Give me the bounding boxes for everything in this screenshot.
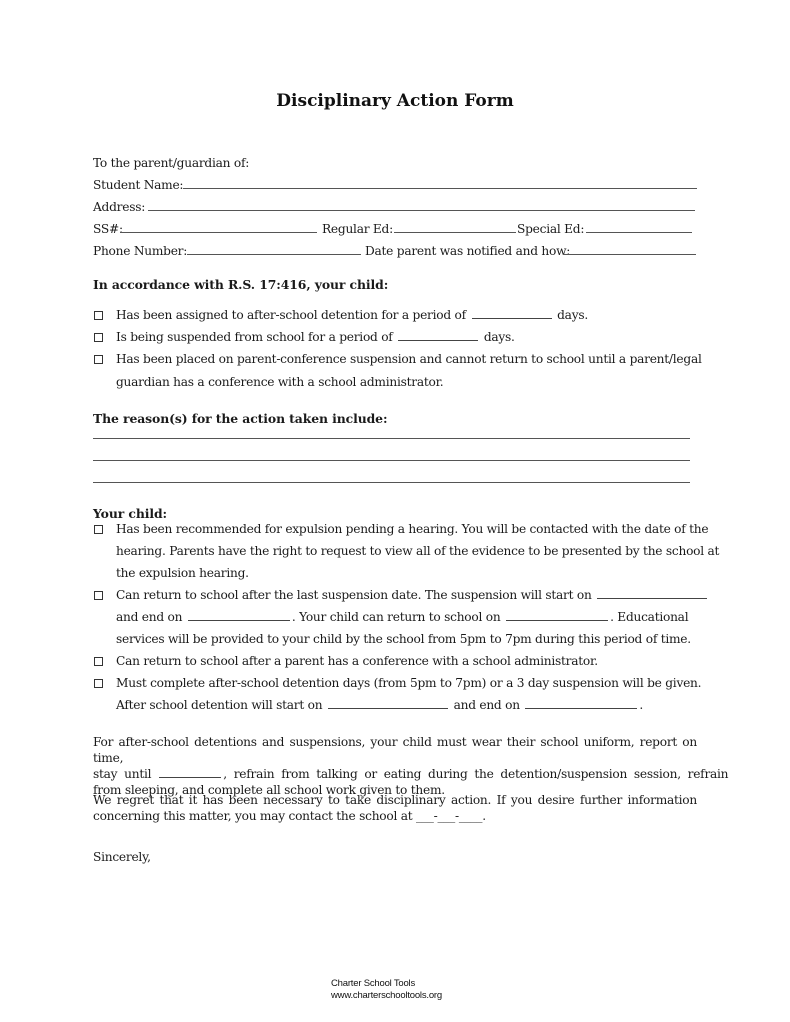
special-ed-field[interactable] [588, 218, 690, 232]
detention-end-label: and end on [453, 698, 520, 712]
rules-line2 [93, 766, 729, 783]
footer-url[interactable]: www.charterschooltools.org [331, 990, 442, 1001]
suspension-days-blank[interactable] [398, 329, 478, 341]
stay-until-blank[interactable] [159, 766, 221, 778]
footer [331, 978, 442, 1002]
regular-ed-field[interactable] [396, 218, 514, 232]
phone-number-label: Phone Number: [93, 244, 188, 258]
reason-line-3[interactable] [93, 482, 690, 483]
accordance-heading: In accordance with R.S. 17:416, your child: [93, 277, 389, 292]
regret-paragraph [93, 793, 697, 824]
detention-days-suffix: days. [557, 308, 588, 322]
educational-label: . Educational [610, 610, 689, 624]
rules-line1: For after-school detentions and suspensions, your child must wear their school uniform, report on time, [93, 735, 697, 765]
footer-org: Charter School Tools [331, 978, 416, 989]
return-on-label: . Your child can return to school on [291, 610, 501, 624]
checkbox-parent-conference-suspension[interactable] [94, 355, 103, 364]
return-after-suspension-line1 [116, 587, 709, 603]
return-after-suspension-line3: services will be provided to your child by the school from 5pm to 7pm during this period of time. [116, 632, 691, 646]
detention-start-label: After school detention will start on [116, 698, 323, 712]
return-after-conference-text: Can return to school after a parent has a conference with a school administrator. [116, 654, 598, 668]
special-ed-label: Special Ed: [517, 222, 585, 236]
regret-line1: We regret that it has been necessary to take disciplinary action. If you desire further information [93, 793, 697, 807]
regular-ed-underline [394, 232, 516, 233]
checkbox-expulsion[interactable] [94, 525, 103, 534]
parent-conference-suspension-line1: Has been placed on parent-conference suspension and cannot return to school until a parent/legal [116, 352, 702, 366]
expulsion-line2: hearing. Parents have the right to request to view all of the evidence to be presented by the school at [116, 544, 720, 558]
student-name-label: Student Name: [93, 178, 184, 192]
checkbox-after-school-detention[interactable] [94, 679, 103, 688]
after-school-detention-line1: Must complete after-school detention days (from 5pm to 7pm) or a 3 day suspension will be given. [116, 676, 702, 690]
after-school-detention-line2 [116, 697, 643, 713]
rules-line3: from sleeping, and complete all school work given to them. [93, 782, 445, 797]
suspension-end-blank[interactable] [188, 609, 290, 621]
suspension-days-suffix: days. [483, 330, 515, 344]
checkbox-return-after-suspension[interactable] [94, 591, 103, 600]
ss-underline [120, 232, 317, 233]
detention-end-blank[interactable] [525, 697, 637, 709]
student-name-underline [183, 188, 697, 189]
checkbox-detention-days[interactable] [94, 311, 103, 320]
checkbox-return-after-conference[interactable] [94, 657, 103, 666]
return-after-suspension-text: Can return to school after the last suspension date. The suspension will start on [116, 588, 592, 602]
closing-text: Sincerely, [93, 850, 151, 864]
ss-field[interactable] [122, 218, 315, 232]
date-notified-field[interactable] [565, 240, 694, 254]
phone-number-field[interactable] [189, 240, 359, 254]
detention-days-item [116, 307, 588, 323]
expulsion-line1: Has been recommended for expulsion pending a hearing. You will be contacted with the date of the [116, 522, 709, 536]
detention-end-period: . [639, 698, 644, 712]
suspension-days-text: Is being suspended from school for a period of [116, 330, 393, 344]
contact-school-text: concerning this matter, you may contact the school at [93, 808, 413, 823]
expulsion-line3: the expulsion hearing. [116, 566, 249, 580]
address-label: Address: [93, 200, 146, 214]
page-title: Disciplinary Action Form [276, 91, 514, 111]
date-notified-underline [563, 254, 696, 255]
address-field[interactable] [150, 196, 693, 210]
return-after-suspension-line2 [116, 609, 688, 625]
intro-text: To the parent/guardian of: [93, 156, 250, 170]
suspension-days-item [116, 329, 515, 345]
rules-paragraph [93, 735, 729, 798]
detention-start-blank[interactable] [328, 697, 448, 709]
ss-label: SS#: [93, 222, 123, 236]
your-child-heading: Your child: [93, 506, 167, 521]
suspension-start-blank[interactable] [597, 587, 707, 599]
regret-line2 [93, 809, 697, 825]
detention-days-text: Has been assigned to after-school detention for a period of [116, 308, 466, 322]
reasons-heading: The reason(s) for the action taken include: [93, 411, 388, 426]
stay-until-label: stay until [93, 767, 152, 781]
parent-conference-suspension-line2: guardian has a conference with a school administrator. [116, 375, 444, 389]
address-underline [148, 210, 695, 211]
phone-number-underline [187, 254, 361, 255]
detention-days-blank[interactable] [472, 307, 552, 319]
return-date-blank[interactable] [506, 609, 608, 621]
regular-ed-label: Regular Ed: [322, 222, 393, 236]
rules-line2-rest: , refrain from talking or eating during the detention/suspension session, refrain [223, 767, 729, 781]
special-ed-underline [586, 232, 692, 233]
reason-line-2[interactable] [93, 460, 690, 461]
end-on-label: and end on [116, 610, 183, 624]
school-phone-blank[interactable]: ___-___-____. [416, 808, 486, 823]
date-notified-label: Date parent was notified and how: [365, 244, 571, 258]
student-name-field[interactable] [185, 174, 695, 188]
reason-line-1[interactable] [93, 438, 690, 439]
checkbox-suspension-days[interactable] [94, 333, 103, 342]
